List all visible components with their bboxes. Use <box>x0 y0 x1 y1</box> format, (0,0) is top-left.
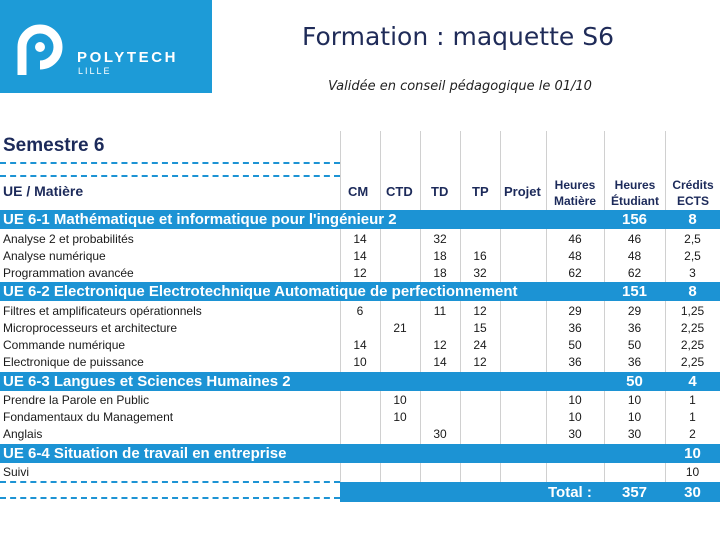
td-value: 18 <box>433 266 447 280</box>
ctd-value: 10 <box>393 393 407 407</box>
tp-value: 12 <box>473 355 487 369</box>
hours-matiere-value: 36 <box>568 355 582 369</box>
table-row <box>0 337 720 353</box>
polytech-logo <box>0 0 212 93</box>
hours-etudiant-value: 50 <box>627 338 642 352</box>
ects-value: 2,25 <box>680 338 705 352</box>
hours-matiere-value: 50 <box>568 338 582 352</box>
tp-value: 16 <box>473 249 487 263</box>
ects-value: 3 <box>689 266 696 280</box>
td-value: 14 <box>433 355 447 369</box>
column-header-line: Étudiant <box>611 194 659 208</box>
hours-etudiant-value: 10 <box>627 393 642 407</box>
course-name: Prendre la Parole en Public <box>3 393 150 407</box>
course-name: Anglais <box>3 427 43 441</box>
hours-etudiant-value: 29 <box>627 304 642 318</box>
hours-matiere-value: 46 <box>568 232 582 246</box>
total-hours: 357 <box>621 484 648 501</box>
curriculum-table <box>0 131 720 502</box>
hours-etudiant-value: 36 <box>627 321 642 335</box>
column-header-line: Heures <box>554 178 596 192</box>
separator-line <box>0 497 340 499</box>
ctd-value: 21 <box>393 321 407 335</box>
td-value: 30 <box>433 427 447 441</box>
td-value: 18 <box>433 249 447 263</box>
table-row <box>0 231 720 247</box>
column-header-tp: TP <box>472 184 489 199</box>
ue-hours: 151 <box>621 283 648 300</box>
ue-title: UE 6-3 Langues et Sciences Humaines 2 <box>3 373 291 390</box>
column-header-projet: Projet <box>504 184 541 199</box>
hours-etudiant-value: 48 <box>627 249 642 263</box>
ects-value: 2,25 <box>680 355 705 369</box>
ue-band <box>0 444 720 463</box>
column-header-ue: UE / Matière <box>3 183 84 199</box>
total-label: Total : <box>548 484 592 501</box>
ects-value: 2,5 <box>684 232 701 246</box>
page-title: Formation : maquette S6 <box>302 22 614 51</box>
ue-hours: 50 <box>626 373 643 390</box>
course-name: Programmation avancée <box>3 266 134 280</box>
column-header-credits <box>666 177 720 209</box>
hours-matiere-value: 29 <box>568 304 582 318</box>
hours-etudiant-value: 46 <box>627 232 642 246</box>
ects-value: 10 <box>685 465 700 479</box>
cm-value: 10 <box>353 355 367 369</box>
ue-title: UE 6-1 Mathématique et informatique pour l'ingénieur 2 <box>3 211 397 228</box>
tp-value: 24 <box>473 338 487 352</box>
hours-matiere-value: 36 <box>568 321 582 335</box>
table-row <box>0 392 720 408</box>
table-row <box>0 426 720 442</box>
ue-band <box>0 282 720 301</box>
separator-line <box>0 162 340 164</box>
course-name: Analyse numérique <box>3 249 106 263</box>
course-name: Suivi <box>3 465 30 479</box>
table-row <box>0 265 720 281</box>
ects-value: 1 <box>689 410 696 424</box>
hours-matiere-value: 30 <box>568 427 582 441</box>
column-header-cm: CM <box>348 184 369 199</box>
logo-brand-text: POLYTECH <box>77 49 179 66</box>
ects-value: 1 <box>689 393 696 407</box>
semester-heading: Semestre 6 <box>3 135 105 156</box>
cm-value: 14 <box>353 249 367 263</box>
hours-etudiant-value: 36 <box>627 355 642 369</box>
table-row <box>0 354 720 370</box>
cm-value: 14 <box>353 338 367 352</box>
column-header-td: TD <box>431 184 449 199</box>
hours-etudiant-value: 10 <box>627 410 642 424</box>
column-header-line: ECTS <box>676 194 709 208</box>
cm-value: 14 <box>353 232 367 246</box>
table-row <box>0 248 720 264</box>
ue-title: UE 6-2 Electronique Electrotechnique Automatique de perfectionnement <box>3 283 518 300</box>
separator-line <box>0 481 340 483</box>
ue-band <box>0 372 720 391</box>
ects-value: 2,5 <box>684 249 701 263</box>
separator-line <box>0 175 340 177</box>
ects-value: 1,25 <box>680 304 705 318</box>
column-header-heures-matiere <box>547 177 603 209</box>
ue-credits: 8 <box>688 211 697 228</box>
tp-value: 12 <box>473 304 487 318</box>
ue-band <box>0 210 720 229</box>
hours-etudiant-value: 30 <box>627 427 642 441</box>
td-value: 12 <box>433 338 447 352</box>
ects-value: 2 <box>689 427 696 441</box>
column-header-heures-etudiant <box>605 177 665 209</box>
course-name: Commande numérique <box>3 338 126 352</box>
tp-value: 15 <box>473 321 487 335</box>
logo-city-text: LILLE <box>78 66 112 76</box>
ue-hours: 156 <box>621 211 648 228</box>
td-value: 11 <box>433 304 447 318</box>
hours-matiere-value: 10 <box>568 393 582 407</box>
hours-matiere-value: 48 <box>568 249 582 263</box>
td-value: 32 <box>433 232 447 246</box>
course-name: Filtres et amplificateurs opérationnels <box>3 304 202 318</box>
ue-credits: 8 <box>688 283 697 300</box>
column-header-ctd: CTD <box>386 184 413 199</box>
cm-value: 12 <box>353 266 367 280</box>
course-name: Microprocesseurs et architecture <box>3 321 178 335</box>
table-row <box>0 409 720 425</box>
tp-value: 32 <box>473 266 487 280</box>
table-row <box>0 303 720 319</box>
course-name: Fondamentaux du Management <box>3 410 174 424</box>
ctd-value: 10 <box>393 410 407 424</box>
column-header-line: Crédits <box>672 178 714 192</box>
total-row <box>340 482 720 502</box>
column-header-line: Heures <box>614 178 656 192</box>
polytech-logo-icon <box>14 21 64 75</box>
ue-title: UE 6-4 Situation de travail en entreprise <box>3 445 287 462</box>
hours-matiere-value: 10 <box>568 410 582 424</box>
table-row <box>0 464 720 480</box>
table-row <box>0 320 720 336</box>
column-header-line: Matière <box>553 194 597 208</box>
page-subtitle: Validée en conseil pédagogique le 01/10 <box>328 79 592 94</box>
total-credits: 30 <box>684 484 701 501</box>
course-name: Analyse 2 et probabilités <box>3 232 134 246</box>
cm-value: 6 <box>356 304 364 318</box>
hours-matiere-value: 62 <box>568 266 582 280</box>
hours-etudiant-value: 62 <box>627 266 642 280</box>
course-name: Electronique de puissance <box>3 355 144 369</box>
ue-credits: 4 <box>688 373 697 390</box>
ects-value: 2,25 <box>680 321 705 335</box>
ue-credits: 10 <box>684 445 701 462</box>
